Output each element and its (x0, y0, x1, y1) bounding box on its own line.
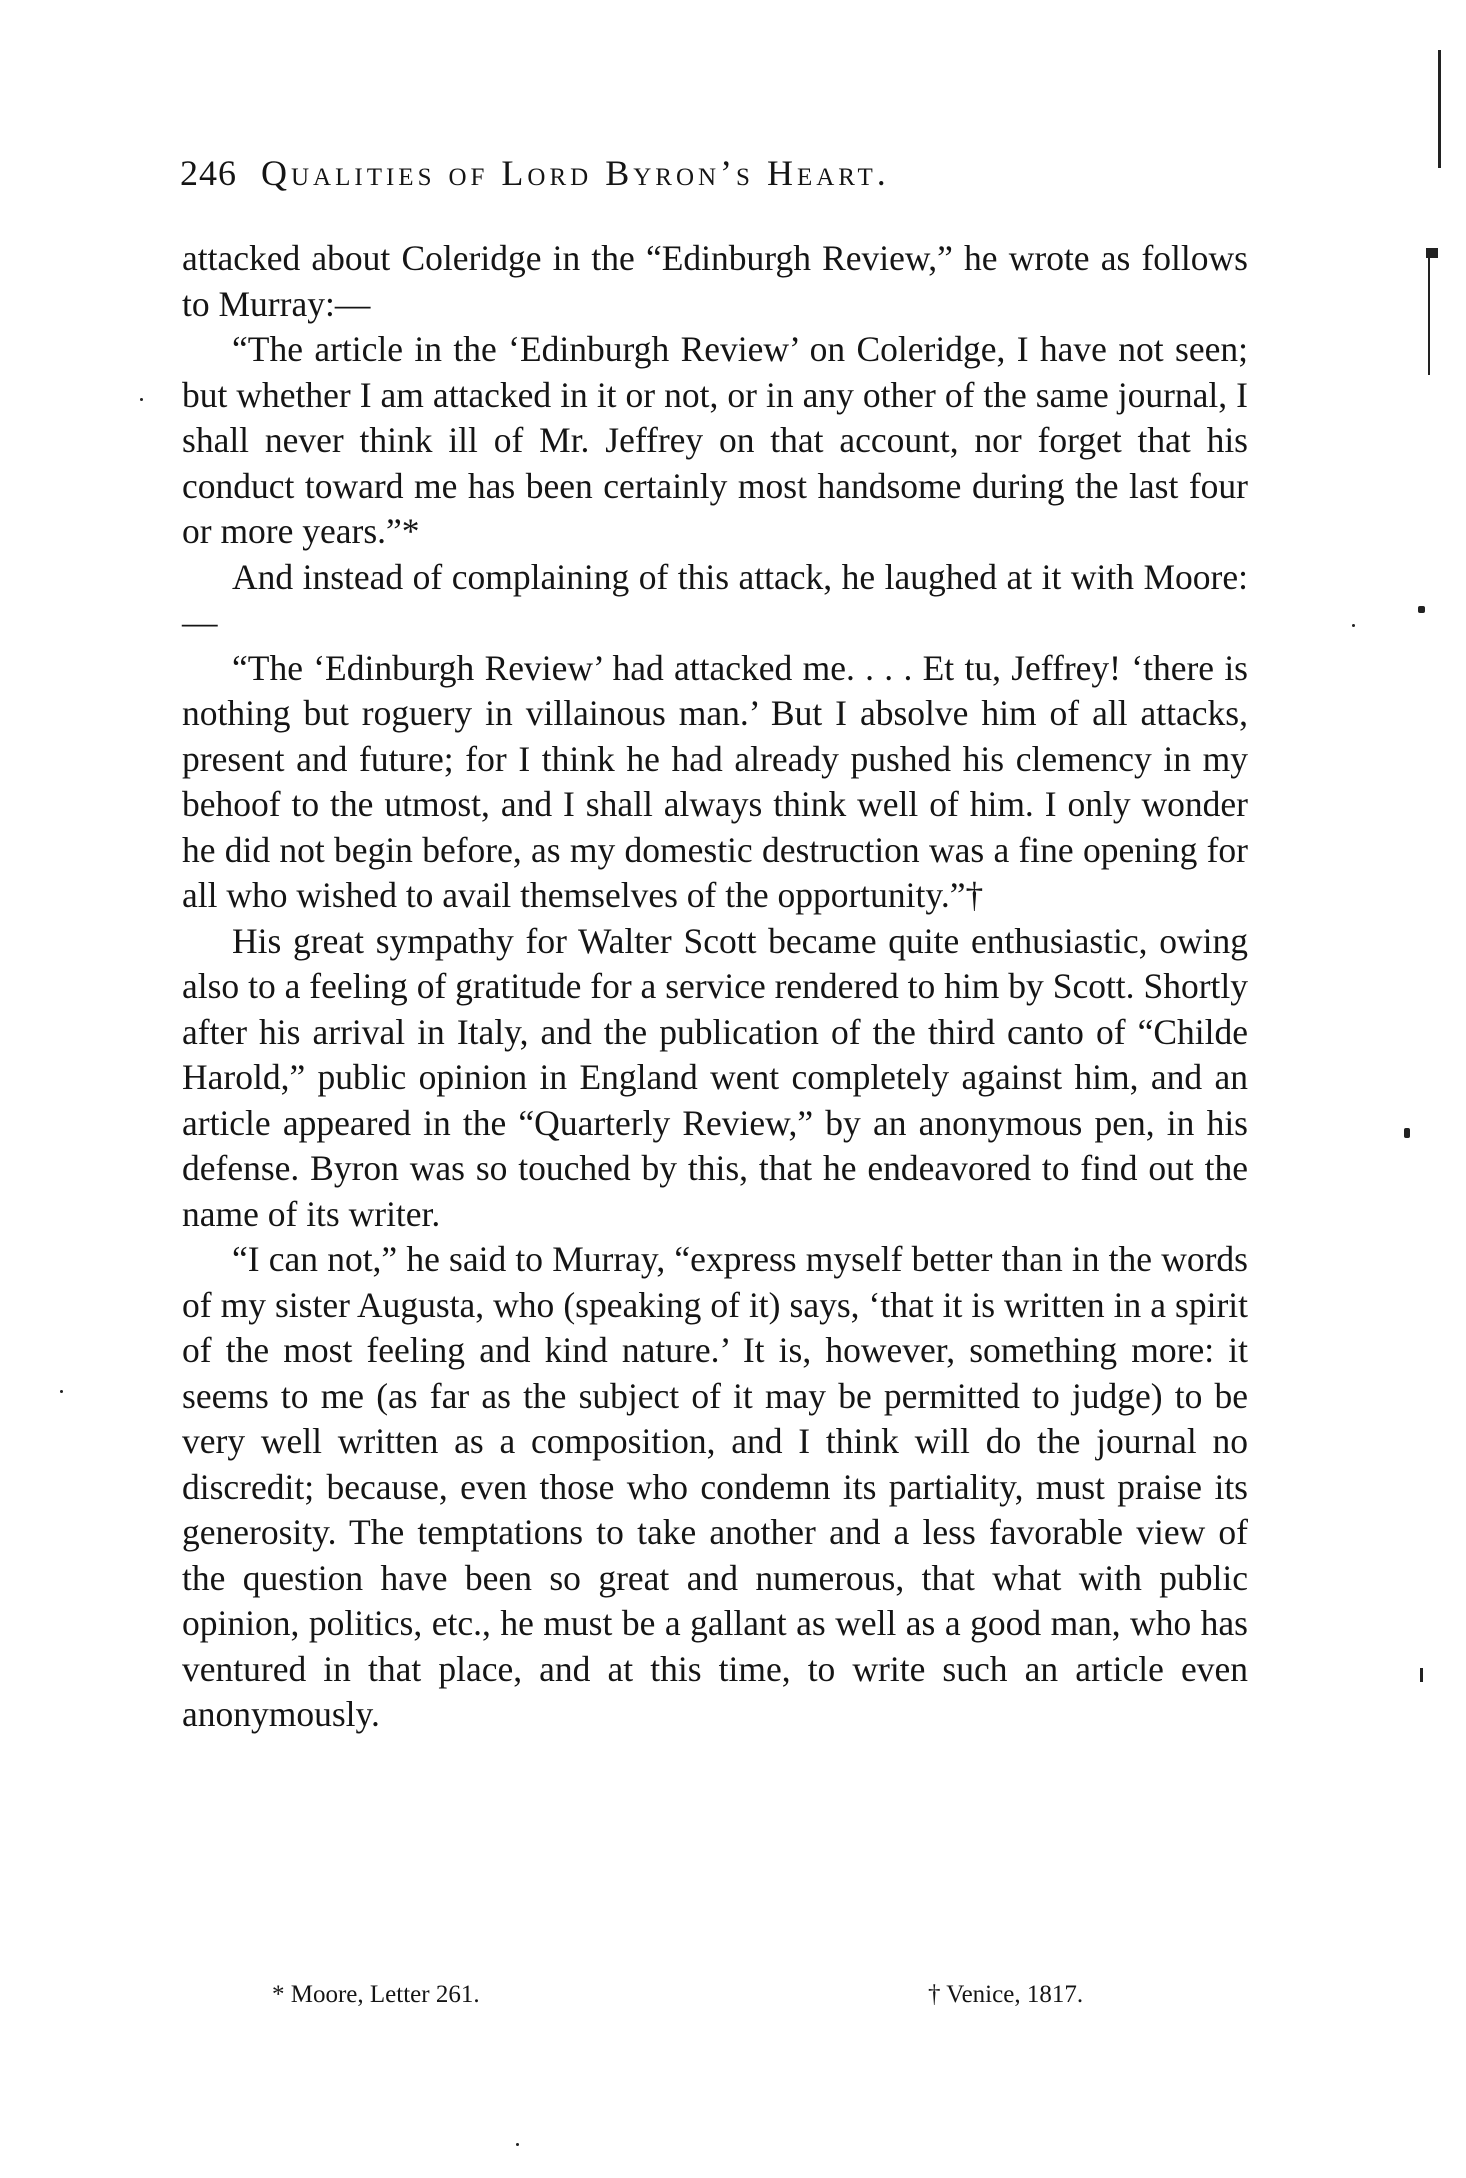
scan-speck (1352, 624, 1355, 627)
scan-speck (1418, 606, 1425, 613)
page-number: 246 (180, 153, 237, 193)
scan-speck (516, 2143, 519, 2146)
paragraph-continuation: attacked about Coleridge in the “Edinburgh Review,” he wrote as follows to Murray:— (182, 238, 1248, 324)
footnote-moore-letter: * Moore, Letter 261. (272, 1981, 480, 2008)
scan-speck (60, 1390, 63, 1393)
running-title: Qualities of Lord Byron’s Heart. (261, 153, 890, 193)
footnote-venice: † Venice, 1817. (928, 1981, 1084, 2008)
scan-edge-mark (1438, 50, 1441, 168)
paragraph-laughed-with-moore: And instead of complaining of this attack, he laughed at it with Moore:— (182, 556, 1248, 642)
paragraph-quote-augusta: “I can not,” he said to Murray, “express myself better than in the words of my sister Augusta, who (speaking of it) says, ‘that it is written in a spirit of the most feeling and kind nature.’ It is, however, something more: it seems to me (as far as the subject of it may be permitted to judge) to be very well written as a composition, and I think will do the journal no discredit; because, even those who condemn its partiality, must praise its generosity. The temptations to take another and a less favorable view of the question have been so great and numerous, that what with public opinion, politics, etc., he must be a gallant as well as a good man, who has ventured in that place, and at this time, to write such an article even anonymously. (182, 1239, 1248, 1734)
body-text (182, 236, 1248, 1738)
scan-speck (140, 398, 143, 401)
paragraph-walter-scott: His great sympathy for Walter Scott became quite enthusiastic, owing also to a feeling of gratitude for a service rendered to him by Scott. Shortly after his arrival in Italy, and the publication of the third canto of “Childe Harold,” public opinion in England went completely against him, and an article appeared in the “Quarterly Review,” by an anonymous pen, in his defense. Byron was so touched by this, that he endeavored to find out the name of its writer. (182, 920, 1248, 1234)
paragraph-quote-murray: “The article in the ‘Edinburgh Review’ on Coleridge, I have not seen; but whether I am attacked in it or not, or in any other of the same journal, I shall never think ill of Mr. Jeffrey on that account, nor forget that his conduct toward me has been certainly most handsome during the last four or more years.”* (182, 329, 1248, 551)
scan-speck (1420, 1668, 1423, 1682)
paragraph-quote-moore: “The ‘Edinburgh Review’ had attacked me. . . . Et tu, Jeffrey! ‘there is nothing but roguery in villainous man.’ But I absolve him of all attacks, present and future; for I think he had already pushed his clemency in my behoof to the utmost, and I shall always think well of him. I only wonder he did not begin before, as my domestic destruction was a fine opening for all who wished to avail themselves of the opportunity.”† (182, 647, 1248, 915)
running-header (180, 150, 1280, 196)
scan-edge-mark (1428, 255, 1430, 375)
scan-edge-mark (1426, 248, 1438, 258)
scan-speck (1404, 1128, 1410, 1138)
